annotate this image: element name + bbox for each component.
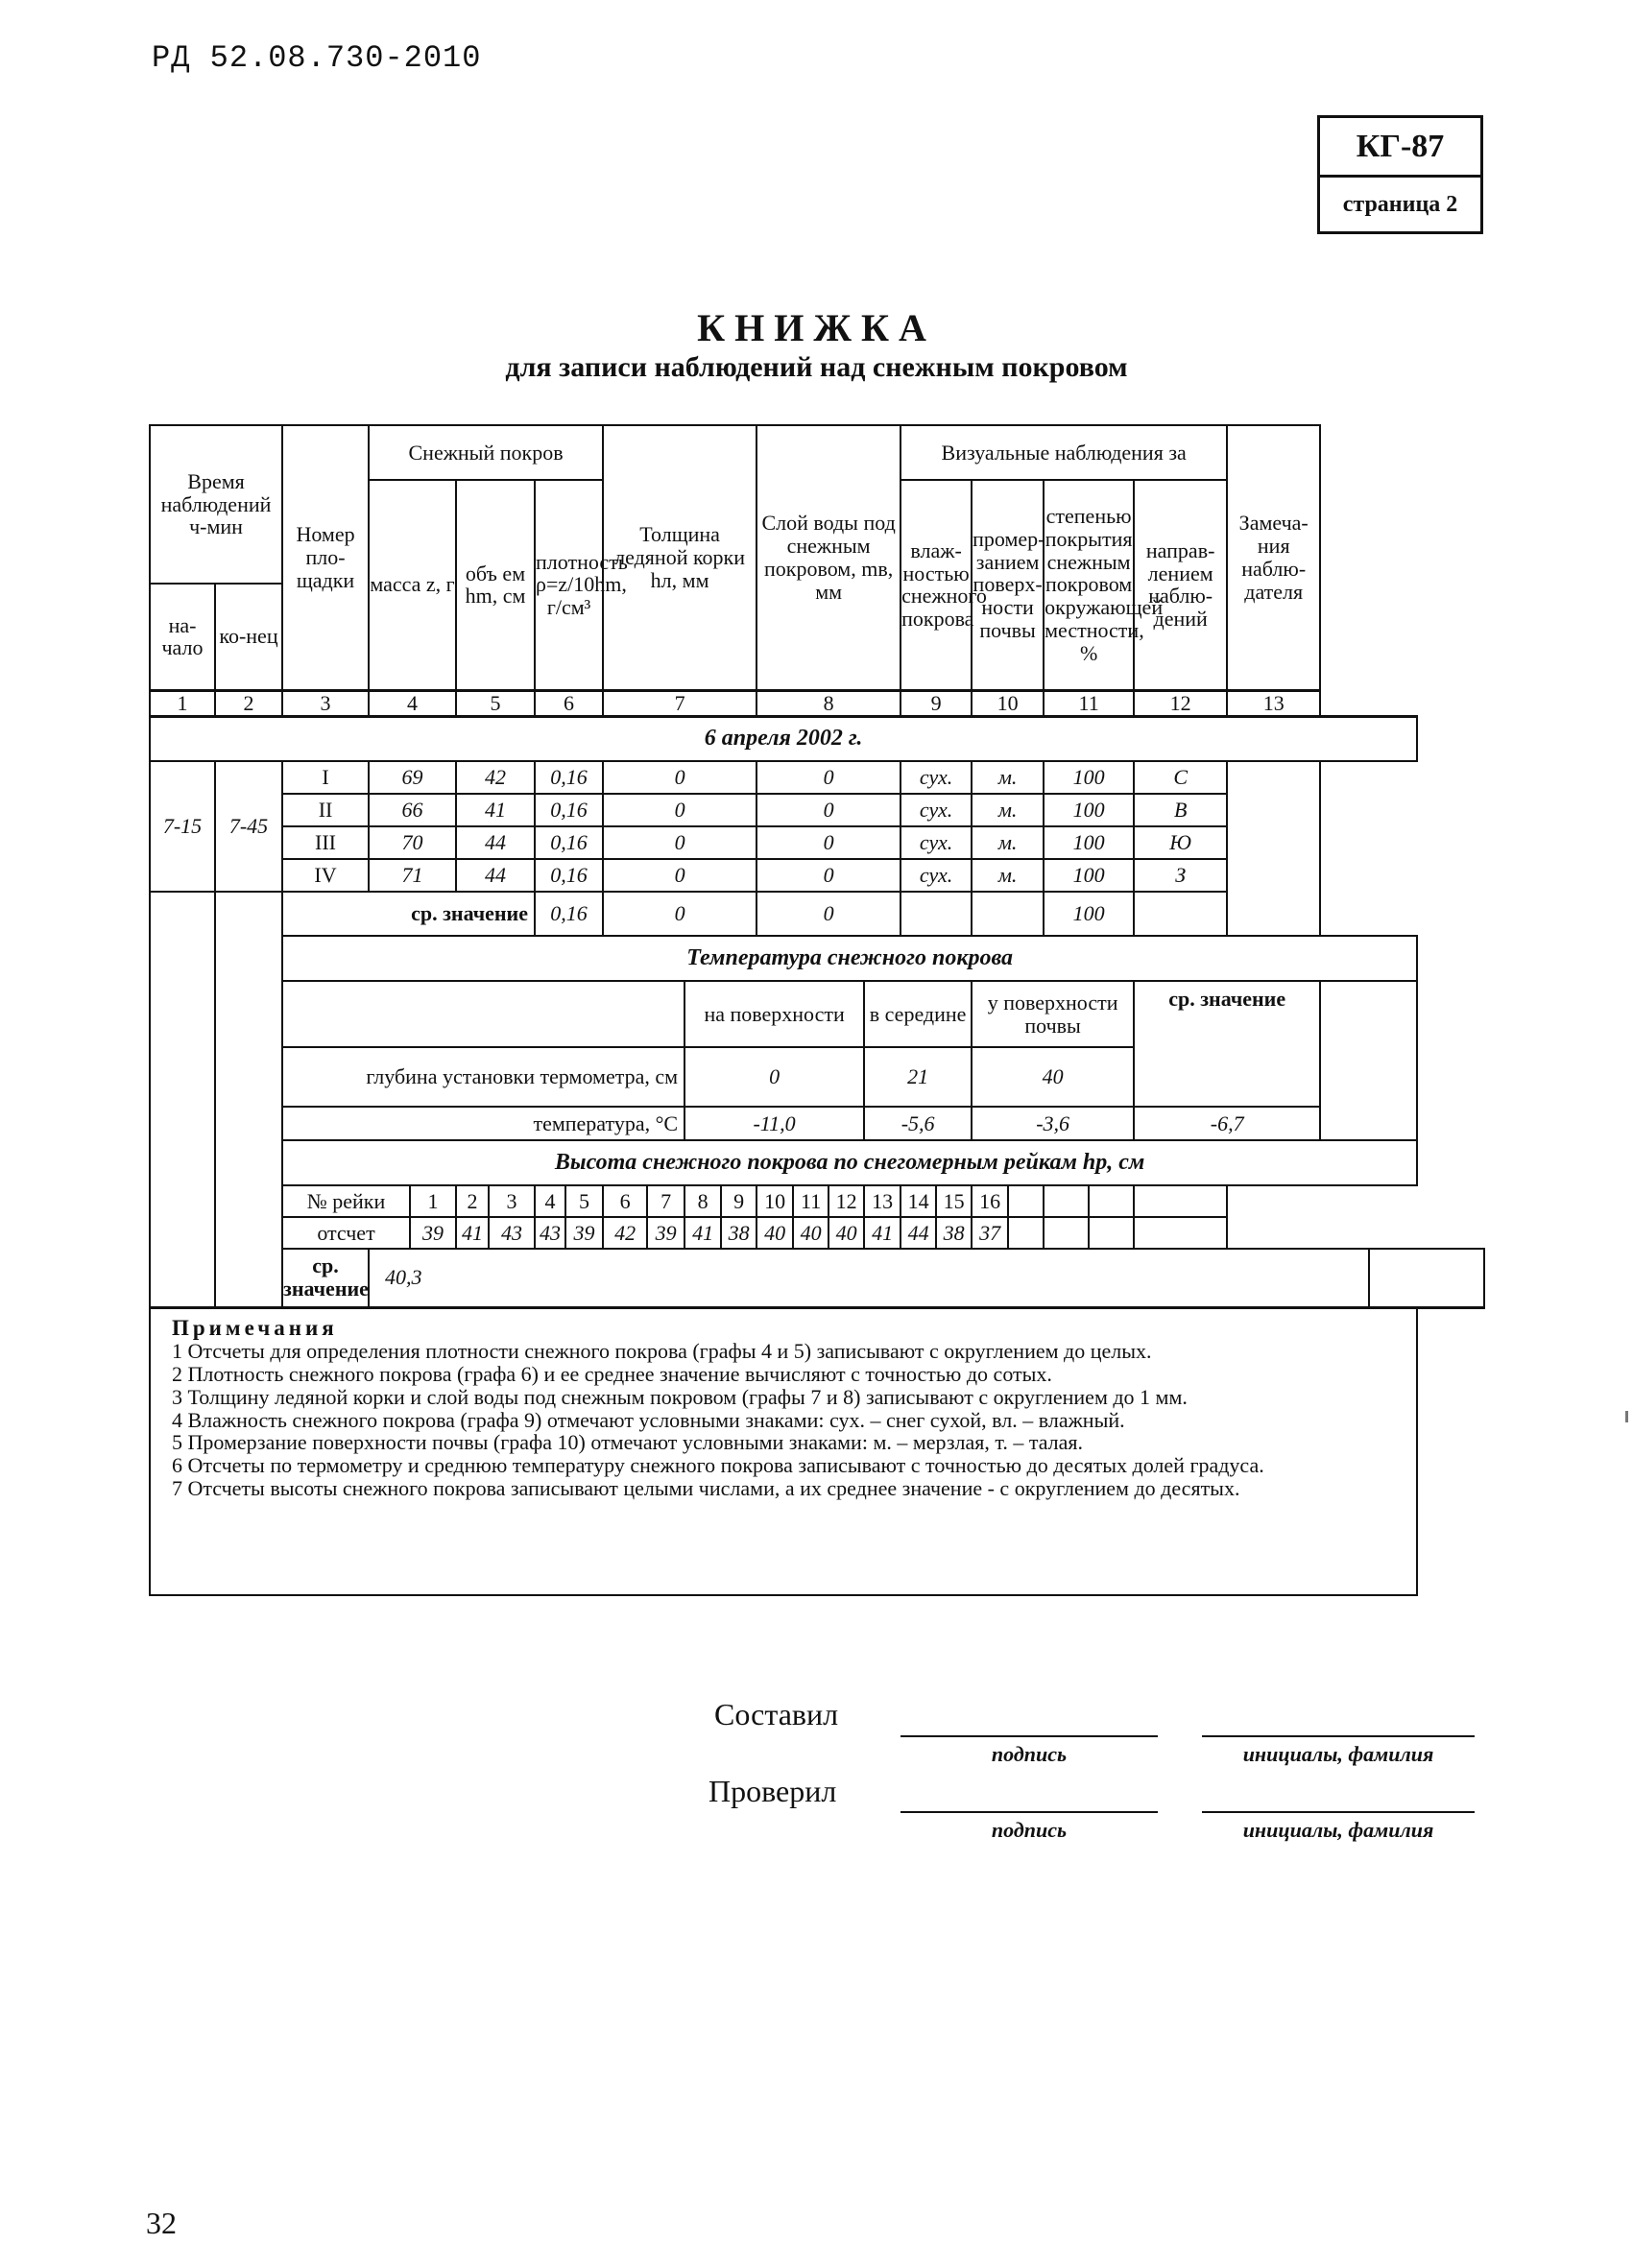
depth-middle: 21 xyxy=(864,1047,972,1107)
average-label: ср. значение xyxy=(282,892,535,936)
stake-reading: 39 xyxy=(647,1217,684,1249)
note-item: 4 Влажность снежного покрова (графа 9) отмечают условными знаками: сух. – снег сухой, вл. – влажный. xyxy=(172,1407,1125,1432)
date-row: 6 апреля 2002 г. xyxy=(150,716,1417,761)
stake-number: 1 xyxy=(410,1185,456,1217)
stake-number: 11 xyxy=(793,1185,829,1217)
average-water: 0 xyxy=(756,892,901,936)
col-number: 10 xyxy=(972,690,1044,716)
stake-number: 8 xyxy=(684,1185,721,1217)
stake-number: 10 xyxy=(756,1185,793,1217)
time-start-blank xyxy=(150,892,215,1307)
compiled-name-caption: инициалы, фамилия xyxy=(1242,1742,1434,1766)
temperature-col-middle: в середине xyxy=(864,981,972,1047)
compiled-signature-caption: подпись xyxy=(991,1742,1068,1766)
stake-reading: 41 xyxy=(864,1217,901,1249)
col-number: 3 xyxy=(282,690,369,716)
col-number: 4 xyxy=(369,690,456,716)
water-value: 0 xyxy=(756,761,901,794)
stake-reading: 38 xyxy=(721,1217,756,1249)
direction-value: З xyxy=(1134,859,1227,892)
average-humidity xyxy=(901,892,972,936)
temperature-title: Температура снежного покрова xyxy=(282,936,1417,981)
coverage-value: 100 xyxy=(1044,826,1134,859)
volume-value: 42 xyxy=(456,761,535,794)
col-number: 6 xyxy=(535,690,603,716)
plot-number: I xyxy=(282,761,369,794)
freezing-value: м. xyxy=(972,826,1044,859)
form-code: КГ-87 xyxy=(1320,118,1480,178)
header-humidity: влаж-ностью снежного покрова xyxy=(901,480,972,690)
temperature-col-surface: на поверхности xyxy=(684,981,864,1047)
temperature-col-avg: ср. значение xyxy=(1134,981,1320,1107)
ice-value: 0 xyxy=(603,859,756,892)
header-density: плотность ρ=z/10hm, г/см³ xyxy=(535,480,603,690)
ice-value: 0 xyxy=(603,794,756,826)
coverage-value: 100 xyxy=(1044,859,1134,892)
stake-number: 6 xyxy=(603,1185,647,1217)
mass-value: 69 xyxy=(369,761,456,794)
average-direction xyxy=(1134,892,1227,936)
time-start: 7-15 xyxy=(150,761,215,892)
average-density: 0,16 xyxy=(535,892,603,936)
compiled-name-line xyxy=(1202,1735,1475,1737)
depth-label: глубина установки термометра, см xyxy=(282,1047,684,1107)
col-number: 2 xyxy=(215,690,282,716)
note-item: 3 Толщину ледяной корки и слой воды под снежным покровом (графы 7 и 8) записывают с округлением до 1 мм. xyxy=(172,1384,1188,1409)
stake-number: 13 xyxy=(864,1185,901,1217)
density-value: 0,16 xyxy=(535,826,603,859)
compiled-signature-line xyxy=(901,1735,1158,1737)
col-number: 7 xyxy=(603,690,756,716)
header-end: ко-нец xyxy=(215,584,282,690)
header-snow-cover: Снежный покров xyxy=(369,425,603,480)
density-value: 0,16 xyxy=(535,859,603,892)
header-freezing: промер-занием поверх-ности почвы xyxy=(972,480,1044,690)
stake-reading: 41 xyxy=(684,1217,721,1249)
stake-number: 7 xyxy=(647,1185,684,1217)
stake-number: 12 xyxy=(829,1185,864,1217)
stake-number: 9 xyxy=(721,1185,756,1217)
stake-number: 3 xyxy=(489,1185,535,1217)
humidity-value: сух. xyxy=(901,761,972,794)
header-remarks: Замеча-ния наблю-дателя xyxy=(1227,425,1320,690)
average-ice: 0 xyxy=(603,892,756,936)
header-volume: объ ем hm, см xyxy=(456,480,535,690)
stake-reading xyxy=(1089,1217,1134,1249)
stakes-average-value: 40,3 xyxy=(369,1249,1369,1307)
stakes-average-label: ср. значение xyxy=(282,1249,369,1307)
mass-value: 71 xyxy=(369,859,456,892)
col-number: 13 xyxy=(1227,690,1320,716)
stake-reading: 43 xyxy=(535,1217,565,1249)
header-water-layer: Слой воды под снежным покровом, mв, мм xyxy=(756,425,901,690)
header-time: Время наблюдений ч-мин xyxy=(150,425,282,584)
checked-name-caption: инициалы, фамилия xyxy=(1242,1818,1434,1842)
col-number: 8 xyxy=(756,690,901,716)
stake-reading: 41 xyxy=(456,1217,489,1249)
stake-blank xyxy=(1134,1217,1227,1249)
col-number: 9 xyxy=(901,690,972,716)
col-number: 1 xyxy=(150,690,215,716)
checked-label: Проверил xyxy=(708,1774,837,1808)
remarks-cell xyxy=(1227,761,1320,936)
stake-reading xyxy=(1008,1217,1044,1249)
ice-value: 0 xyxy=(603,761,756,794)
density-value: 0,16 xyxy=(535,761,603,794)
form-page: страница 2 xyxy=(1342,192,1458,217)
humidity-value: сух. xyxy=(901,859,972,892)
temperature-soil: -3,6 xyxy=(972,1107,1134,1140)
temperature-middle: -5,6 xyxy=(864,1107,972,1140)
freezing-value: м. xyxy=(972,859,1044,892)
stake-reading: 43 xyxy=(489,1217,535,1249)
header-start: на-чало xyxy=(150,584,215,690)
time-end: 7-45 xyxy=(215,761,282,892)
note-item: 5 Промерзание поверхности почвы (графа 10) отмечают условными знаками: м. – мерзлая, т. – талая. xyxy=(172,1430,1084,1455)
page-subtitle: для записи наблюдений над снежным покровом xyxy=(505,351,1128,383)
header-coverage: степенью покрытия снежным покровом окружающей местности, % xyxy=(1044,480,1134,690)
direction-value: В xyxy=(1134,794,1227,826)
stake-reading: 38 xyxy=(936,1217,972,1249)
mass-value: 66 xyxy=(369,794,456,826)
freezing-value: м. xyxy=(972,794,1044,826)
temperature-right-blank xyxy=(1320,981,1417,1140)
stake-number-label: № рейки xyxy=(282,1185,410,1217)
humidity-value: сух. xyxy=(901,826,972,859)
direction-value: С xyxy=(1134,761,1227,794)
document-number: РД 52.08.730-2010 xyxy=(152,40,482,76)
note-item: 1 Отсчеты для определения плотности снежного покрова (графы 4 и 5) записывают с округлением до целых. xyxy=(172,1339,1152,1364)
note-item: 2 Плотность снежного покрова (графа 6) и ее среднее значение вычисляют с точностью до сотых. xyxy=(172,1362,1052,1387)
depth-soil: 40 xyxy=(972,1047,1134,1107)
page-number: 32 xyxy=(146,2206,177,2240)
page-title: КНИЖКА xyxy=(697,306,936,349)
col-number: 5 xyxy=(456,690,535,716)
humidity-value: сух. xyxy=(901,794,972,826)
col-number: 11 xyxy=(1044,690,1134,716)
water-value: 0 xyxy=(756,859,901,892)
temperature-surface: -11,0 xyxy=(684,1107,864,1140)
header-direction: направ-лением наблю-дений xyxy=(1134,480,1227,690)
time-end-blank xyxy=(215,892,282,1307)
stakes-right-blank xyxy=(1369,1249,1484,1307)
stake-number: 16 xyxy=(972,1185,1008,1217)
stake-number xyxy=(1008,1185,1044,1217)
stake-number: 15 xyxy=(936,1185,972,1217)
ice-value: 0 xyxy=(603,826,756,859)
stake-reading: 42 xyxy=(603,1217,647,1249)
volume-value: 44 xyxy=(456,826,535,859)
direction-value: Ю xyxy=(1134,826,1227,859)
scan-mark xyxy=(1625,1411,1628,1422)
stake-number xyxy=(1044,1185,1089,1217)
header-ice-crust: Толщина ледяной корки hл, мм xyxy=(603,425,756,690)
coverage-value: 100 xyxy=(1044,794,1134,826)
note-item: 7 Отсчеты высоты снежного покрова записывают целыми числами, а их среднее значение - с округлением до десятых. xyxy=(172,1475,1240,1500)
stakes-title: Высота снежного покрова по снегомерным рейкам hр, см xyxy=(282,1140,1417,1185)
water-value: 0 xyxy=(756,794,901,826)
stake-reading: 37 xyxy=(972,1217,1008,1249)
temperature-blank-header xyxy=(282,981,684,1047)
stake-number: 14 xyxy=(901,1185,936,1217)
stake-reading: 39 xyxy=(565,1217,603,1249)
stake-reading: 40 xyxy=(793,1217,829,1249)
stake-reading: 40 xyxy=(829,1217,864,1249)
average-coverage: 100 xyxy=(1044,892,1134,936)
observation-table xyxy=(149,424,1485,1596)
note-item: 6 Отсчеты по термометру и среднюю температуру снежного покрова записывают с точностью до десятых долей градуса. xyxy=(172,1453,1264,1478)
mass-value: 70 xyxy=(369,826,456,859)
water-value: 0 xyxy=(756,826,901,859)
checked-name-line xyxy=(1202,1811,1475,1813)
stake-number: 5 xyxy=(565,1185,603,1217)
plot-number: II xyxy=(282,794,369,826)
plot-number: IV xyxy=(282,859,369,892)
stake-blank xyxy=(1134,1185,1227,1217)
temperature-col-soil: у поверхности почвы xyxy=(972,981,1134,1047)
stake-reading-label: отсчет xyxy=(282,1217,410,1249)
stake-reading: 39 xyxy=(410,1217,456,1249)
stake-reading: 44 xyxy=(901,1217,936,1249)
stake-reading: 40 xyxy=(756,1217,793,1249)
temperature-label: температура, °С xyxy=(282,1107,684,1140)
checked-signature-line xyxy=(901,1811,1158,1813)
checked-signature-caption: подпись xyxy=(991,1818,1068,1842)
depth-surface: 0 xyxy=(684,1047,864,1107)
header-visual: Визуальные наблюдения за xyxy=(901,425,1227,480)
compiled-label: Составил xyxy=(714,1697,839,1731)
volume-value: 44 xyxy=(456,859,535,892)
notes-section xyxy=(150,1307,1417,1595)
notes-header: Примечания xyxy=(172,1315,338,1340)
header-mass: масса z, г xyxy=(369,480,456,690)
form-code-box xyxy=(1317,115,1483,234)
stake-number: 2 xyxy=(456,1185,489,1217)
col-number: 12 xyxy=(1134,690,1227,716)
header-plot: Номер пло-щадки xyxy=(282,425,369,690)
stake-number: 4 xyxy=(535,1185,565,1217)
coverage-value: 100 xyxy=(1044,761,1134,794)
freezing-value: м. xyxy=(972,761,1044,794)
temperature-average: -6,7 xyxy=(1134,1107,1320,1140)
stake-number xyxy=(1089,1185,1134,1217)
average-freezing xyxy=(972,892,1044,936)
volume-value: 41 xyxy=(456,794,535,826)
plot-number: III xyxy=(282,826,369,859)
density-value: 0,16 xyxy=(535,794,603,826)
stake-reading xyxy=(1044,1217,1089,1249)
